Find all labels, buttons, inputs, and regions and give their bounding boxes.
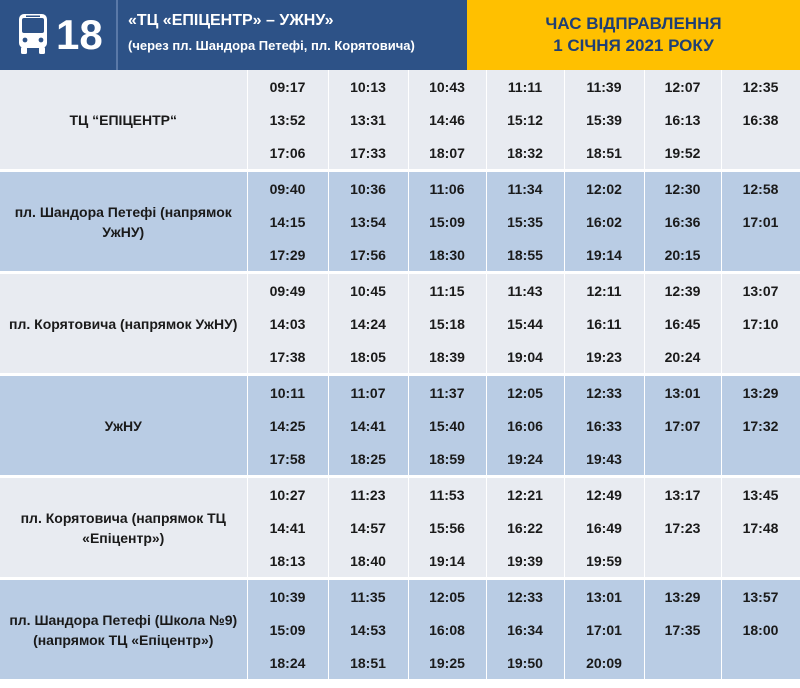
departure-time: 10:13 [328, 70, 408, 103]
departure-time: 15:39 [564, 103, 644, 136]
departure-time [721, 340, 800, 375]
departure-time: 12:33 [486, 579, 564, 614]
departure-time [721, 544, 800, 579]
departure-time: 13:52 [247, 103, 328, 136]
table-row [0, 171, 800, 206]
departure-time: 11:23 [328, 477, 408, 512]
departure-title-line1: ЧАС ВІДПРАВЛЕННЯ [545, 14, 722, 33]
stop-name: УжНУ [0, 375, 247, 477]
stop-name: пл. Шандора Петефі (Школа №9) (напрямок ТЦ «Епіцентр») [0, 579, 247, 680]
departure-time: 18:51 [328, 646, 408, 679]
departure-time: 16:38 [721, 103, 800, 136]
departure-time: 13:17 [644, 477, 721, 512]
departure-time: 18:55 [486, 238, 564, 273]
departure-time: 20:15 [644, 238, 721, 273]
departure-time: 17:32 [721, 409, 800, 442]
departure-time: 13:01 [564, 579, 644, 614]
departure-time: 11:11 [486, 70, 564, 103]
departure-time: 12:05 [486, 375, 564, 410]
timetable [0, 70, 800, 679]
departure-time: 15:12 [486, 103, 564, 136]
departure-time: 15:09 [247, 613, 328, 646]
departure-time: 17:01 [721, 205, 800, 238]
departure-time: 16:36 [644, 205, 721, 238]
departure-time: 18:51 [564, 136, 644, 171]
departure-time: 18:59 [408, 442, 486, 477]
departure-time: 14:53 [328, 613, 408, 646]
departure-time: 12:39 [644, 273, 721, 308]
departure-time [721, 238, 800, 273]
departure-time: 12:21 [486, 477, 564, 512]
departure-title [467, 0, 800, 70]
departure-time: 13:57 [721, 579, 800, 614]
departure-time: 20:09 [564, 646, 644, 679]
departure-time: 17:35 [644, 613, 721, 646]
departure-time: 18:00 [721, 613, 800, 646]
departure-time: 20:24 [644, 340, 721, 375]
table-row [0, 273, 800, 308]
departure-time: 15:56 [408, 511, 486, 544]
departure-time: 10:45 [328, 273, 408, 308]
departure-time: 16:22 [486, 511, 564, 544]
departure-time [721, 136, 800, 171]
departure-time: 11:53 [408, 477, 486, 512]
departure-time: 16:33 [564, 409, 644, 442]
departure-title-line2: 1 СІЧНЯ 2021 РОКУ [553, 36, 714, 55]
departure-time: 13:29 [721, 375, 800, 410]
departure-time: 19:59 [564, 544, 644, 579]
departure-time: 19:39 [486, 544, 564, 579]
departure-time: 12:33 [564, 375, 644, 410]
departure-time: 18:32 [486, 136, 564, 171]
departure-time: 15:18 [408, 307, 486, 340]
departure-time: 18:40 [328, 544, 408, 579]
departure-time: 16:06 [486, 409, 564, 442]
departure-time: 14:41 [247, 511, 328, 544]
departure-time: 18:30 [408, 238, 486, 273]
departure-time: 13:45 [721, 477, 800, 512]
departure-time: 17:10 [721, 307, 800, 340]
departure-time: 16:13 [644, 103, 721, 136]
departure-time: 10:39 [247, 579, 328, 614]
departure-time: 09:49 [247, 273, 328, 308]
route-name: «ТЦ «ЕПІЦЕНТР» – УЖНУ» [128, 12, 334, 29]
departure-time: 09:40 [247, 171, 328, 206]
schedule-header [0, 0, 800, 70]
departure-time: 11:07 [328, 375, 408, 410]
table-row [0, 375, 800, 410]
departure-time: 17:29 [247, 238, 328, 273]
departure-time: 18:39 [408, 340, 486, 375]
departure-time: 14:24 [328, 307, 408, 340]
stop-name: пл. Шандора Петефі (напрямок УжНУ) [0, 171, 247, 273]
departure-time: 15:40 [408, 409, 486, 442]
departure-time: 13:29 [644, 579, 721, 614]
stop-name: ТЦ “ЕПІЦЕНТР“ [0, 70, 247, 171]
departure-time [721, 646, 800, 679]
departure-time: 14:57 [328, 511, 408, 544]
departure-time: 19:24 [486, 442, 564, 477]
route-header [0, 0, 467, 70]
departure-time [644, 442, 721, 477]
departure-time: 09:17 [247, 70, 328, 103]
route-via: (через пл. Шандора Петефі, пл. Корятовича) [128, 38, 415, 53]
departure-time [721, 442, 800, 477]
departure-time: 11:35 [328, 579, 408, 614]
departure-time: 18:07 [408, 136, 486, 171]
departure-time: 13:01 [644, 375, 721, 410]
departure-time: 19:43 [564, 442, 644, 477]
departure-time: 11:43 [486, 273, 564, 308]
departure-time: 18:13 [247, 544, 328, 579]
departure-time: 19:14 [564, 238, 644, 273]
departure-time: 17:01 [564, 613, 644, 646]
departure-time [644, 646, 721, 679]
departure-time: 10:43 [408, 70, 486, 103]
departure-time: 12:30 [644, 171, 721, 206]
departure-time: 17:56 [328, 238, 408, 273]
departure-time: 11:06 [408, 171, 486, 206]
departure-time [644, 544, 721, 579]
departure-time: 17:48 [721, 511, 800, 544]
departure-time: 17:23 [644, 511, 721, 544]
departure-time: 12:07 [644, 70, 721, 103]
departure-time: 16:34 [486, 613, 564, 646]
departure-time: 18:25 [328, 442, 408, 477]
departure-time: 19:52 [644, 136, 721, 171]
departure-time: 13:54 [328, 205, 408, 238]
departure-time: 14:15 [247, 205, 328, 238]
departure-time: 15:35 [486, 205, 564, 238]
departure-time: 15:44 [486, 307, 564, 340]
departure-time: 12:11 [564, 273, 644, 308]
departure-time: 16:49 [564, 511, 644, 544]
departure-time: 19:04 [486, 340, 564, 375]
departure-time: 18:24 [247, 646, 328, 679]
departure-time: 10:27 [247, 477, 328, 512]
table-row [0, 70, 800, 103]
departure-time: 12:49 [564, 477, 644, 512]
departure-time: 17:06 [247, 136, 328, 171]
departure-time: 14:46 [408, 103, 486, 136]
departure-time: 17:07 [644, 409, 721, 442]
departure-time: 19:14 [408, 544, 486, 579]
stop-name: пл. Корятовича (напрямок ТЦ «Епіцентр») [0, 477, 247, 579]
departure-time: 17:38 [247, 340, 328, 375]
stop-name: пл. Корятовича (напрямок УжНУ) [0, 273, 247, 375]
departure-time: 11:34 [486, 171, 564, 206]
departure-time: 10:11 [247, 375, 328, 410]
departure-time: 12:35 [721, 70, 800, 103]
departure-time: 13:31 [328, 103, 408, 136]
departure-time: 19:25 [408, 646, 486, 679]
departure-time: 19:50 [486, 646, 564, 679]
departure-time: 14:03 [247, 307, 328, 340]
departure-time: 16:11 [564, 307, 644, 340]
departure-time: 17:33 [328, 136, 408, 171]
departure-time: 18:05 [328, 340, 408, 375]
header-divider [116, 0, 118, 70]
departure-time: 16:02 [564, 205, 644, 238]
table-row [0, 579, 800, 614]
departure-time: 14:41 [328, 409, 408, 442]
departure-time: 13:07 [721, 273, 800, 308]
departure-time: 19:23 [564, 340, 644, 375]
departure-time: 17:58 [247, 442, 328, 477]
bus-icon [18, 13, 48, 55]
departure-time: 16:45 [644, 307, 721, 340]
departure-time: 14:25 [247, 409, 328, 442]
departure-time: 15:09 [408, 205, 486, 238]
departure-time: 11:37 [408, 375, 486, 410]
route-number: 18 [56, 11, 103, 58]
departure-time: 12:05 [408, 579, 486, 614]
departure-time: 16:08 [408, 613, 486, 646]
departure-time: 11:39 [564, 70, 644, 103]
departure-time: 10:36 [328, 171, 408, 206]
departure-time: 11:15 [408, 273, 486, 308]
departure-time: 12:58 [721, 171, 800, 206]
departure-time: 12:02 [564, 171, 644, 206]
table-row [0, 477, 800, 512]
